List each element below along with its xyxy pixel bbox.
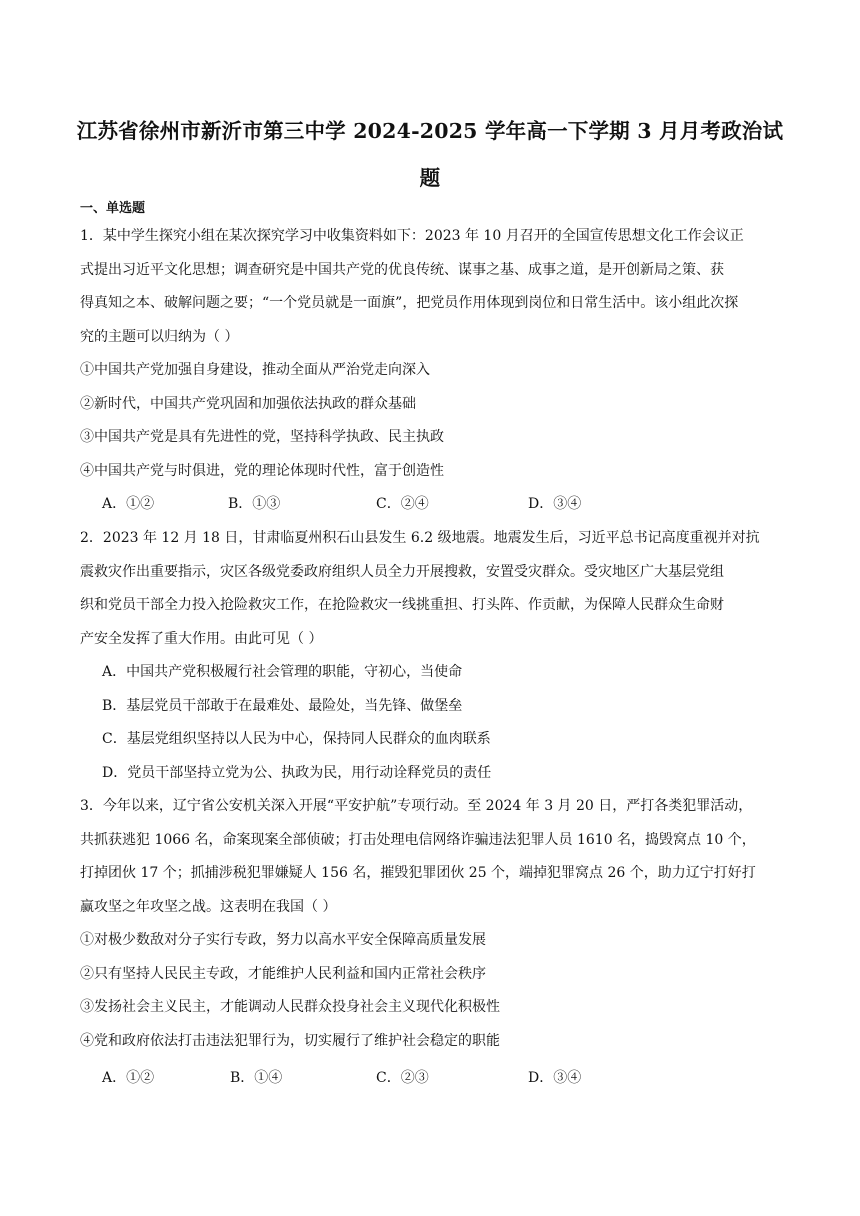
question-3-line: 共抓获逃犯 1066 名，命案现案全部侦破；打击处理电信网络诈骗违法犯罪人员 1610 名，捣毁窝点 10 个，	[80, 831, 756, 848]
question-3-statement: ①对极少数敌对分子实行专政，努力以高水平安全保障高质量发展	[80, 932, 486, 948]
question-3-line: 打掉团伙 17 个；抓捕涉税犯罪嫌疑人 156 名，摧毁犯罪团伙 25 个，端掉犯罪窝点 26 个，助力辽宁打好打	[80, 865, 756, 881]
question-3-statement: ④党和政府依法打击违法犯罪行为，切实履行了维护社会稳定的职能	[80, 1032, 500, 1049]
question-1-option-c[interactable]: C．②④	[376, 496, 429, 512]
question-2-option-c[interactable]: C．基层党组织坚持以人民为中心，保持同人民群众的血肉联系	[102, 731, 491, 747]
question-2-option-b[interactable]: B．基层党员干部敢于在最难处、最险处，当先锋、做堡垒	[102, 697, 463, 714]
question-3-statement: ②只有坚持人民民主专政，才能维护人民利益和国内正常社会秩序	[80, 965, 486, 982]
question-2-stem	[80, 522, 792, 656]
question-2-line: 2．2023 年 12 月 18 日，甘肃临夏州积石山县发生 6.2 级地震。地震发生后，习近平总书记高度重视并对抗	[80, 530, 760, 546]
title-line-1: 江苏省徐州市新沂市第三中学 2024-2025 学年高一下学期 3 月月考政治试	[76, 119, 784, 143]
question-3-option-c[interactable]: C．②③	[376, 1070, 429, 1086]
question-2-option-a[interactable]: A．中国共产党积极履行社会管理的职能，守初心，当使命	[102, 664, 463, 680]
question-1-option-d[interactable]: D．③④	[528, 496, 582, 512]
section-heading: 一、单选题	[80, 201, 146, 216]
question-3-option-d[interactable]: D．③④	[528, 1070, 582, 1086]
question-1-options	[102, 488, 581, 521]
question-1-statement: ②新时代，中国共产党巩固和加强依法执政的群众基础	[80, 395, 416, 412]
exam-title	[70, 108, 790, 202]
question-1-line: 式提出习近平文化思想；调查研究是中国共产党的优良传统、谋事之基、成事之道，是开创新局之策、获	[80, 261, 724, 278]
question-1-stem	[80, 220, 792, 488]
question-2-line: 震救灾作出重要指示，灾区各级党委政府组织人员全力开展搜救，安置受灾群众。受灾地区广大基层党组	[80, 563, 724, 580]
question-2-option-d[interactable]: D．党员干部坚持立党为公、执政为民，用行动诠释党员的责任	[102, 764, 492, 781]
question-2-options	[102, 656, 491, 790]
question-1-line: 得真知之本、破解问题之要；“一个党员就是一面旗”，把党员作用体现到岗位和日常生活中。该小组此次探	[80, 295, 739, 311]
question-3-options	[102, 1062, 581, 1095]
title-line-2: 题	[419, 166, 441, 190]
question-3-line: 赢攻坚之年攻坚之战。这表明在我国（ ）	[80, 898, 337, 915]
question-1-line: 究的主题可以归纳为（ ）	[80, 328, 239, 345]
question-1-line: 1．某中学生探究小组在某次探究学习中收集资料如下：2023 年 10 月召开的全国宣传思想文化工作会议正	[80, 228, 744, 244]
question-3-line: 3．今年以来，辽宁省公安机关深入开展“平安护航”专项行动。至 2024 年 3 月 20 日，严打各类犯罪活动，	[80, 798, 753, 814]
question-2-line: 织和党员干部全力投入抢险救灾工作，在抢险救灾一线挑重担、打头阵、作贡献，为保障人民群众生命财	[80, 597, 724, 613]
question-1-option-b[interactable]: B．①③	[228, 496, 281, 512]
question-1-statement: ①中国共产党加强自身建设，推动全面从严治党走向深入	[80, 362, 430, 378]
question-3-statement: ③发扬社会主义民主，才能调动人民群众投身社会主义现代化积极性	[80, 999, 500, 1015]
question-1-statement: ③中国共产党是具有先进性的党，坚持科学执政、民主执政	[80, 429, 444, 445]
question-3-option-a[interactable]: A．①②	[102, 1070, 155, 1086]
question-1-option-a[interactable]: A．①②	[102, 496, 155, 512]
question-1-statement: ④中国共产党与时俱进，党的理论体现时代性，富于创造性	[80, 462, 444, 479]
question-3-option-b[interactable]: B．①④	[230, 1070, 283, 1086]
question-3-stem	[80, 790, 792, 1058]
question-2-line: 产安全发挥了重大作用。由此可见（ ）	[80, 630, 323, 647]
